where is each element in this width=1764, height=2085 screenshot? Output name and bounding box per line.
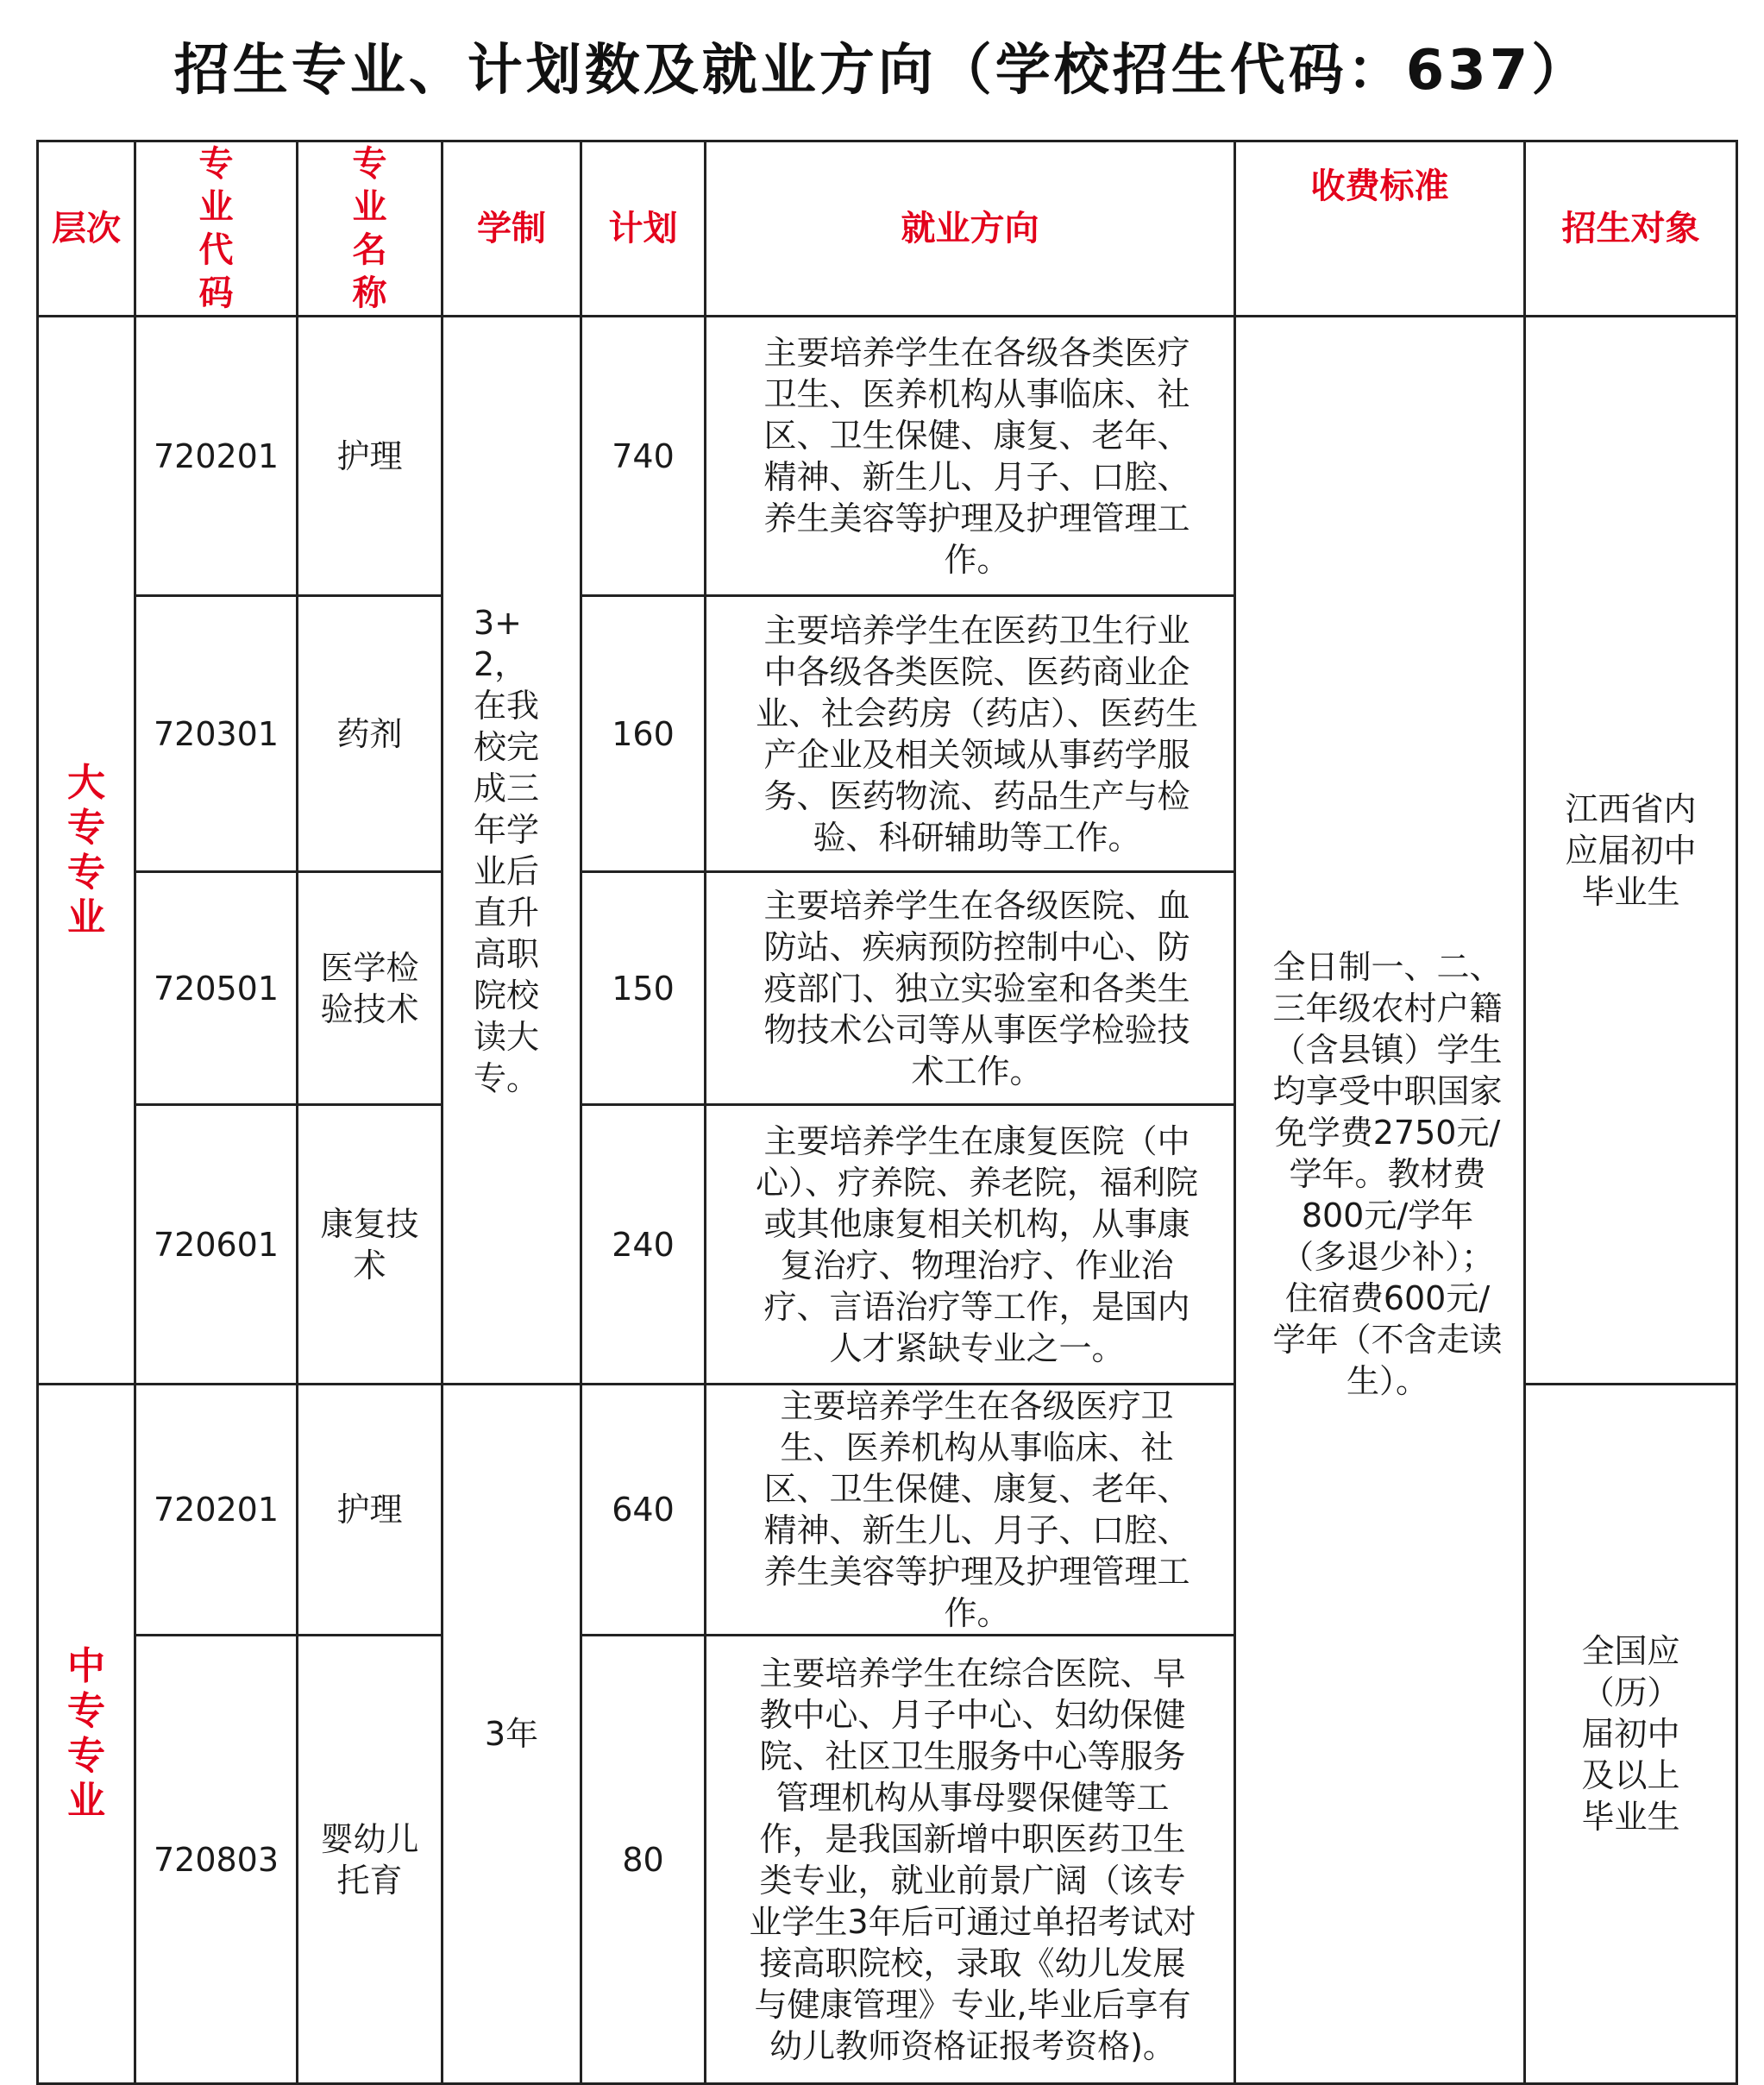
duration-secondary: 3年: [443, 1385, 581, 2084]
table-row: [38, 317, 1737, 596]
duration-college: 3+2，在我校完成三年学业后直升高职院校读大专。: [443, 317, 581, 1385]
header-plan: 计划: [581, 141, 706, 317]
plan-count: 640: [581, 1385, 706, 1636]
header-fee: 收费标准: [1235, 141, 1525, 317]
major-code: 720501: [135, 872, 298, 1105]
major-code: 720601: [135, 1105, 298, 1385]
plan-count: 740: [581, 317, 706, 596]
page-title: 招生专业、计划数及就业方向（学校招生代码：637）: [173, 39, 1591, 103]
major-code: 720201: [135, 317, 298, 596]
major-name: 护理: [298, 317, 443, 596]
target-college: 江西省内应届初中毕业生: [1525, 317, 1737, 1385]
major-code: 720803: [135, 1636, 298, 2084]
header-career: 就业方向: [706, 141, 1235, 317]
career-direction: 主要培养学生在各级各类医疗卫生、医养机构从事临床、社区、卫生保健、康复、老年、精神、新生儿、月子、口腔、养生美容等护理及护理管理工作。: [706, 317, 1235, 596]
header-name: 专业名称: [298, 141, 443, 317]
career-direction: 主要培养学生在综合医院、早教中心、月子中心、妇幼保健院、社区卫生服务中心等服务管理机构从事母婴保健等工作，是我国新增中职医药卫生类专业，就业前景广阔（该专业学生3年后可通过单招考试对接高职院校，录取《幼儿发展与健康管理》专业,毕业后享有幼儿教师资格证报考资格)。: [706, 1636, 1235, 2084]
major-name: 药剂: [298, 596, 443, 872]
career-direction: 主要培养学生在医药卫生行业中各级各类医院、医药商业企业、社会药房（药店）、医药生产企业及相关领域从事药学服务、医药物流、药品生产与检验、科研辅助等工作。: [706, 596, 1235, 872]
plan-count: 150: [581, 872, 706, 1105]
target-secondary: 全国应（历）届初中及以上毕业生: [1525, 1385, 1737, 2084]
major-name: 康复技术: [298, 1105, 443, 1385]
enrollment-table: [36, 140, 1738, 2085]
career-direction: 主要培养学生在各级医院、血防站、疾病预防控制中心、防疫部门、独立实验室和各类生物技术公司等从事医学检验技术工作。: [706, 872, 1235, 1105]
header-target: 招生对象: [1525, 141, 1737, 317]
major-name: 婴幼儿托育: [298, 1636, 443, 2084]
fee-standard: 全日制一、二、三年级农村户籍（含县镇）学生均享受中职国家免学费2750元/学年。教材费800元/学年（多退少补）；住宿费600元/学年（不含走读生）。: [1235, 317, 1525, 2084]
header-duration: 学制: [443, 141, 581, 317]
header-level: 层次: [38, 141, 135, 317]
major-code: 720301: [135, 596, 298, 872]
level-college: 大专专业: [38, 317, 135, 1385]
major-name: 医学检验技术: [298, 872, 443, 1105]
career-direction: 主要培养学生在各级医疗卫生、医养机构从事临床、社区、卫生保健、康复、老年、精神、新生儿、月子、口腔、养生美容等护理及护理管理工作。: [706, 1385, 1235, 1636]
major-name: 护理: [298, 1385, 443, 1636]
plan-count: 240: [581, 1105, 706, 1385]
header-row: [38, 141, 1737, 317]
plan-count: 80: [581, 1636, 706, 2084]
major-code: 720201: [135, 1385, 298, 1636]
level-secondary: 中专专业: [38, 1385, 135, 2084]
plan-count: 160: [581, 596, 706, 872]
career-direction: 主要培养学生在康复医院（中心）、疗养院、养老院，福利院或其他康复相关机构，从事康复治疗、物理治疗、作业治疗、言语治疗等工作，是国内人才紧缺专业之一。: [706, 1105, 1235, 1385]
header-code: 专业代码: [135, 141, 298, 317]
